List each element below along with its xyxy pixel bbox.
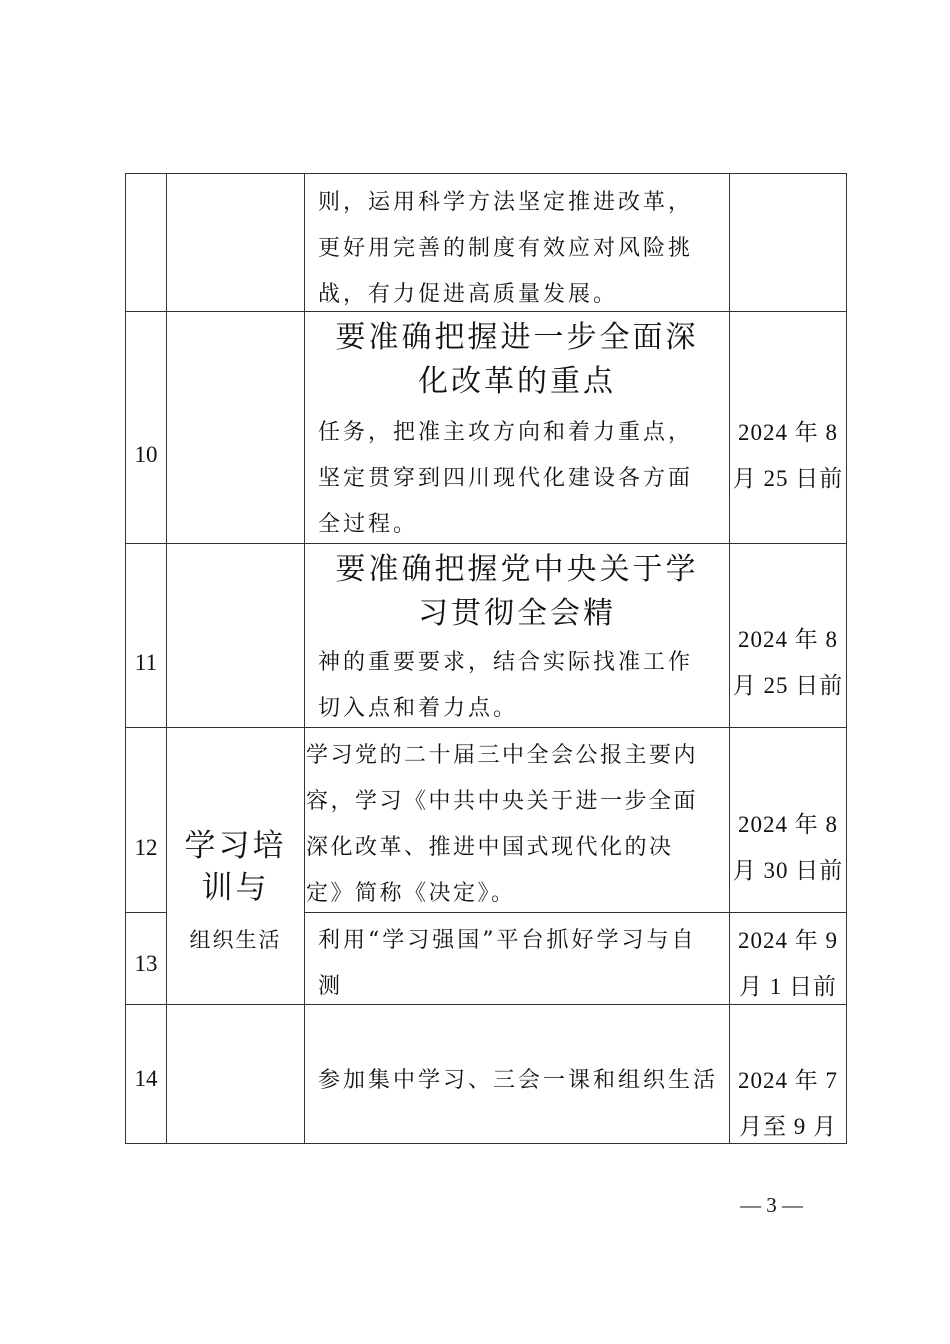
date-line: 月 30 日前 — [732, 858, 844, 883]
rule-num-col — [166, 173, 167, 1144]
row-content — [304, 733, 729, 917]
row-number: 12 — [134, 835, 158, 860]
row-content — [306, 918, 730, 1010]
heading-line: 要准确把握进一步全面深 — [335, 320, 699, 355]
date-line: 2024 年 7 — [738, 1068, 838, 1093]
rule-top — [125, 173, 846, 174]
row-heading — [305, 316, 729, 404]
heading-line: 化改革的重点 — [418, 364, 616, 399]
row-number: 13 — [134, 951, 158, 976]
row-content — [306, 1058, 730, 1104]
content-line: 切入点和着力点。 — [318, 696, 519, 721]
content-line: 参加集中学习、三会一课和组织生活 — [318, 1068, 719, 1093]
category-subtitle: 组织生活 — [189, 928, 282, 952]
row-deadline — [730, 918, 846, 1010]
date-line: 2024 年 8 — [738, 812, 838, 837]
category-title-line: 学习培 — [184, 828, 287, 864]
row-deadline — [730, 410, 846, 502]
date-line: 2024 年 8 — [738, 627, 838, 652]
row-heading — [305, 548, 729, 636]
date-line: 月 25 日前 — [732, 673, 844, 698]
row-content — [306, 410, 726, 548]
row-number: 11 — [134, 650, 158, 675]
content-line: 坚定贯穿到四川现代化建设各方面 — [318, 466, 694, 491]
category-cell — [167, 825, 304, 955]
row-continuation-content — [306, 180, 726, 318]
row-number: 14 — [134, 1066, 158, 1091]
content-line: 定》简称《决定》。 — [306, 881, 516, 906]
row-deadline — [730, 617, 846, 709]
rule-row11-top — [125, 543, 304, 544]
category-title-line: 训与 — [201, 870, 270, 906]
content-line: 神的重要要求，结合实际找准工作 — [318, 650, 694, 675]
row-deadline — [730, 1058, 846, 1150]
page-number: — 3 — — [740, 1193, 803, 1217]
row-content — [306, 640, 726, 732]
date-line: 2024 年 9 — [738, 928, 838, 953]
content-line: 测 — [318, 974, 344, 999]
content-line: 更好用完善的制度有效应对风险挑 — [318, 236, 694, 261]
content-line: 利用“学习强国”平台抓好学习与自 — [318, 928, 697, 953]
heading-line: 要准确把握党中央关于学 — [335, 552, 699, 587]
date-line: 2024 年 8 — [738, 420, 838, 445]
heading-line: 习贯彻全会精 — [418, 596, 616, 631]
content-line: 则，运用科学方法坚定推进改革， — [318, 190, 694, 215]
row-number: 10 — [134, 442, 158, 467]
rule-row13-top-num — [125, 912, 166, 913]
content-line: 学习党的二十届三中全会公报主要内 — [306, 743, 699, 768]
content-line: 容，学习《中共中央关于进一步全面 — [306, 789, 699, 814]
date-line: 月 1 日前 — [739, 974, 837, 999]
content-line: 深化改革、推进中国式现代化的决 — [306, 835, 674, 860]
content-line: 战，有力促进高质量发展。 — [318, 282, 619, 307]
content-line: 全过程。 — [318, 512, 419, 537]
row-deadline — [730, 802, 846, 894]
content-line: 任务，把准主攻方向和着力重点， — [318, 420, 694, 445]
rule-right — [846, 173, 847, 1144]
date-line: 月 25 日前 — [732, 466, 844, 491]
date-line: 月至 9 月 — [739, 1114, 837, 1139]
